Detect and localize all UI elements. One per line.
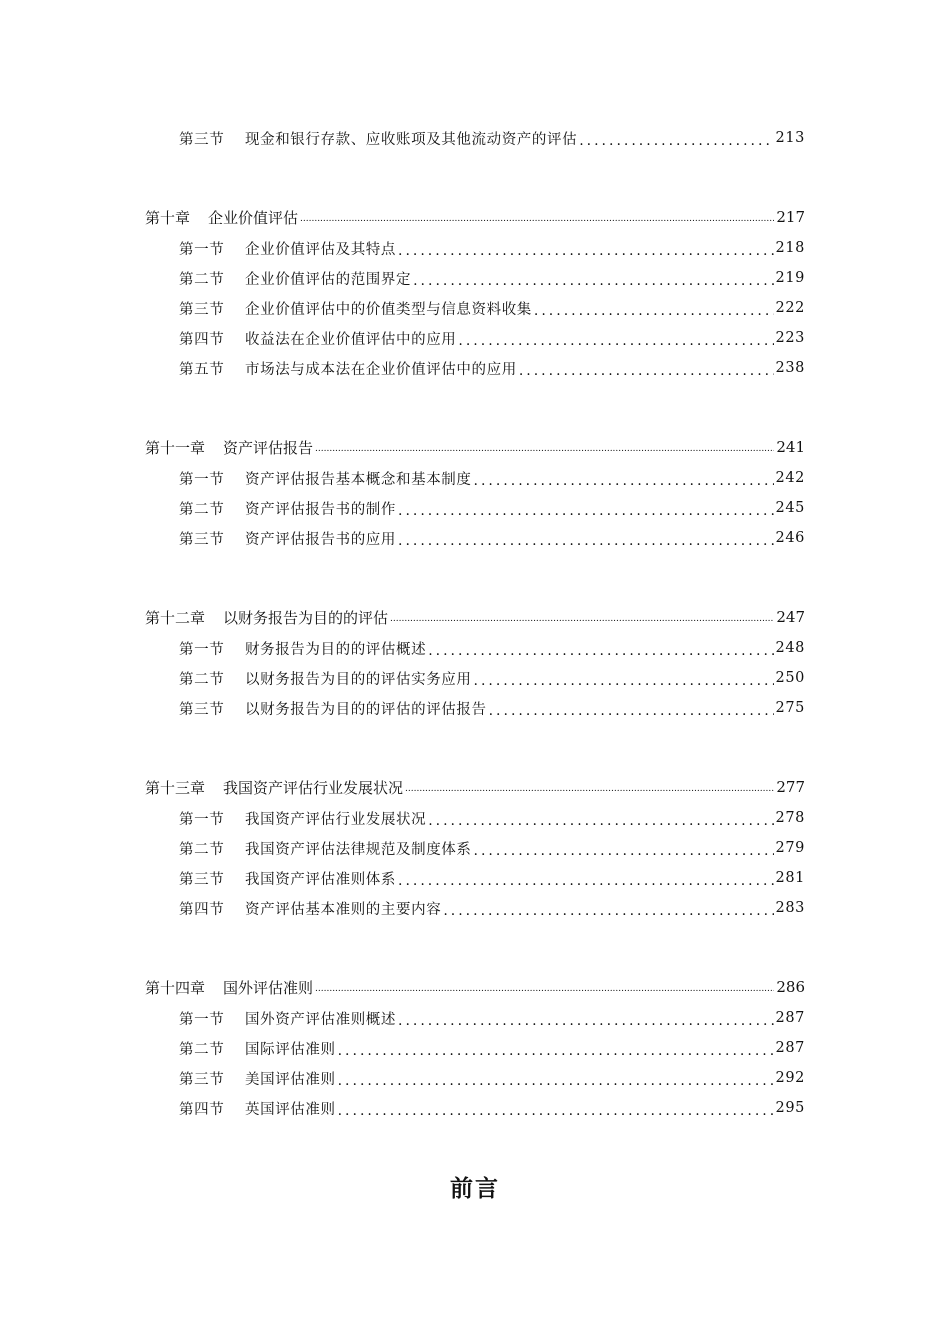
page-number: 281 xyxy=(775,870,805,886)
toc-entry-section[interactable] xyxy=(179,896,805,920)
section-number: 第二节 xyxy=(179,671,225,688)
dot-leader xyxy=(443,903,773,919)
toc-entry-section[interactable] xyxy=(179,326,805,350)
chapter-number: 第十一章 xyxy=(145,438,206,457)
dot-leader xyxy=(390,614,774,624)
section-number: 第四节 xyxy=(179,901,225,918)
page-number: 247 xyxy=(776,608,805,626)
foreword-heading: 前言 xyxy=(450,1176,500,1202)
section-number: 第三节 xyxy=(179,1071,225,1088)
toc-entry-section[interactable] xyxy=(179,636,805,660)
page-number: 218 xyxy=(775,240,805,256)
toc-entry-section[interactable] xyxy=(179,266,805,290)
page-number: 245 xyxy=(775,500,805,516)
page-number: 275 xyxy=(775,700,805,716)
toc-entry-chapter[interactable] xyxy=(145,775,805,799)
section-title: 我国资产评估法律规范及制度体系 xyxy=(245,841,472,858)
page-number: 219 xyxy=(775,270,805,286)
section-title: 资产评估报告书的应用 xyxy=(245,531,396,548)
chapter-number: 第十三章 xyxy=(145,778,206,797)
section-number: 第五节 xyxy=(179,361,225,378)
page-number: 242 xyxy=(775,470,805,486)
page-number: 223 xyxy=(775,330,805,346)
toc-entry-section[interactable] xyxy=(179,356,805,380)
dot-leader xyxy=(398,503,774,519)
page-number: 286 xyxy=(776,978,805,996)
page-number: 279 xyxy=(775,840,805,856)
section-title: 资产评估报告基本概念和基本制度 xyxy=(245,471,472,488)
chapter-number: 第十章 xyxy=(145,208,191,227)
chapter-number: 第十二章 xyxy=(145,608,206,627)
section-number: 第三节 xyxy=(179,301,225,318)
page-number: 287 xyxy=(775,1010,805,1026)
page-number: 292 xyxy=(775,1070,805,1086)
dot-leader xyxy=(428,643,773,659)
section-number: 第二节 xyxy=(179,501,225,518)
dot-leader xyxy=(474,473,774,489)
dot-leader xyxy=(458,333,773,349)
toc-entry-section[interactable] xyxy=(179,526,805,550)
section-title: 我国资产评估准则体系 xyxy=(245,871,396,888)
page-number: 287 xyxy=(775,1040,805,1056)
page-number: 250 xyxy=(775,670,805,686)
section-number: 第三节 xyxy=(179,531,225,548)
toc-entry-section[interactable] xyxy=(179,806,805,830)
section-number: 第三节 xyxy=(179,871,225,888)
section-title: 我国资产评估行业发展状况 xyxy=(245,811,427,828)
section-number: 第一节 xyxy=(179,641,225,658)
section-title: 企业价值评估及其特点 xyxy=(245,241,396,258)
section-title: 现金和银行存款、应收账项及其他流动资产的评估 xyxy=(245,131,578,148)
section-number: 第三节 xyxy=(179,131,225,148)
section-number: 第一节 xyxy=(179,471,225,488)
section-title: 以财务报告为目的的评估的评估报告 xyxy=(245,701,487,718)
toc-entry-chapter[interactable] xyxy=(145,975,805,999)
section-title: 企业价值评估中的价值类型与信息资料收集 xyxy=(245,301,532,318)
toc-entry-section[interactable] xyxy=(179,1006,805,1030)
page-number: 238 xyxy=(775,360,805,376)
page-number: 277 xyxy=(776,778,805,796)
dot-leader xyxy=(405,784,774,794)
page-number: 241 xyxy=(776,438,805,456)
toc-entry-section[interactable] xyxy=(179,1066,805,1090)
toc-entry-section[interactable] xyxy=(179,1036,805,1060)
section-number: 第三节 xyxy=(179,701,225,718)
chapter-number: 第十四章 xyxy=(145,978,206,997)
section-title: 资产评估基本准则的主要内容 xyxy=(245,901,442,918)
section-number: 第一节 xyxy=(179,1011,225,1028)
page-number: 246 xyxy=(775,530,805,546)
chapter-title: 国外评估准则 xyxy=(223,978,314,997)
page-number: 283 xyxy=(775,900,805,916)
dot-leader xyxy=(474,843,774,859)
section-number: 第四节 xyxy=(179,331,225,348)
dot-leader xyxy=(534,303,774,319)
section-title: 国际评估准则 xyxy=(245,1041,336,1058)
dot-leader xyxy=(300,214,774,224)
chapter-title: 资产评估报告 xyxy=(223,438,314,457)
dot-leader xyxy=(338,1043,774,1059)
page-number: 248 xyxy=(775,640,805,656)
dot-leader xyxy=(398,243,774,259)
toc-entry-chapter[interactable] xyxy=(145,435,805,459)
toc-entry-section[interactable] xyxy=(179,496,805,520)
dot-leader xyxy=(428,813,773,829)
chapter-title: 我国资产评估行业发展状况 xyxy=(223,778,404,797)
toc-entry-section[interactable] xyxy=(179,836,805,860)
section-number: 第二节 xyxy=(179,1041,225,1058)
toc-entry-chapter[interactable] xyxy=(145,205,805,229)
chapter-title: 企业价值评估 xyxy=(208,208,299,227)
section-title: 市场法与成本法在企业价值评估中的应用 xyxy=(245,361,517,378)
dot-leader xyxy=(398,1013,774,1029)
section-title: 资产评估报告书的制作 xyxy=(245,501,396,518)
dot-leader xyxy=(519,363,774,379)
section-number: 第四节 xyxy=(179,1101,225,1118)
toc-entry-section[interactable] xyxy=(179,126,805,150)
chapter-title: 以财务报告为目的的评估 xyxy=(223,608,389,627)
section-number: 第一节 xyxy=(179,811,225,828)
section-title: 以财务报告为目的的评估实务应用 xyxy=(245,671,472,688)
section-number: 第二节 xyxy=(179,841,225,858)
section-title: 美国评估准则 xyxy=(245,1071,336,1088)
dot-leader xyxy=(413,273,773,289)
toc-entry-section[interactable] xyxy=(179,236,805,260)
toc-entry-section[interactable] xyxy=(179,696,805,720)
toc-entry-section[interactable] xyxy=(179,466,805,490)
dot-leader xyxy=(315,984,774,994)
toc-entry-section[interactable] xyxy=(179,1096,805,1120)
page-number: 295 xyxy=(775,1100,805,1116)
section-title: 英国评估准则 xyxy=(245,1101,336,1118)
dot-leader xyxy=(474,673,774,689)
dot-leader xyxy=(338,1073,774,1089)
toc-entry-section[interactable] xyxy=(179,666,805,690)
page-number: 217 xyxy=(776,208,805,226)
section-number: 第二节 xyxy=(179,271,225,288)
page-number: 278 xyxy=(775,810,805,826)
dot-leader xyxy=(338,1103,774,1119)
toc-entry-section[interactable] xyxy=(179,296,805,320)
dot-leader xyxy=(398,533,774,549)
toc-entry-chapter[interactable] xyxy=(145,605,805,629)
toc-entry-section[interactable] xyxy=(179,866,805,890)
dot-leader xyxy=(579,133,773,149)
dot-leader xyxy=(398,873,774,889)
section-title: 企业价值评估的范围界定 xyxy=(245,271,412,288)
page-number: 213 xyxy=(775,130,805,146)
section-title: 收益法在企业价值评估中的应用 xyxy=(245,331,457,348)
section-number: 第一节 xyxy=(179,241,225,258)
dot-leader xyxy=(315,444,774,454)
section-title: 国外资产评估准则概述 xyxy=(245,1011,396,1028)
dot-leader xyxy=(489,703,774,719)
page-number: 222 xyxy=(775,300,805,316)
section-title: 财务报告为目的的评估概述 xyxy=(245,641,427,658)
